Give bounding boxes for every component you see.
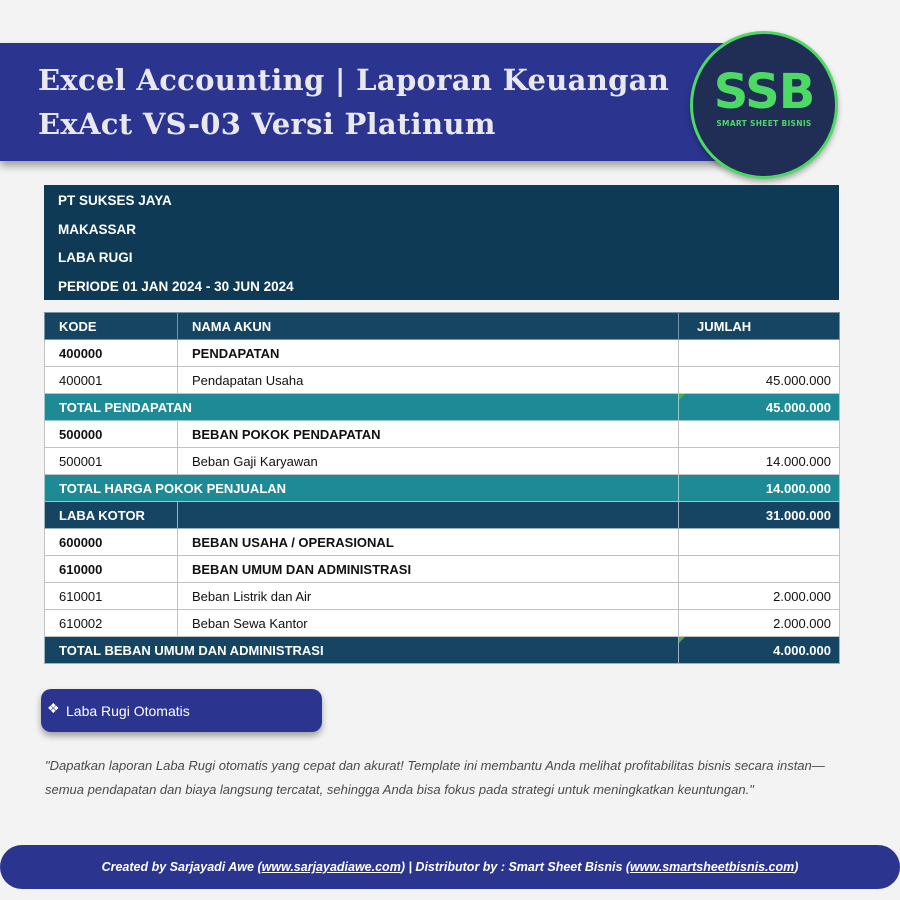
table-row[interactable] [45, 610, 840, 637]
account-name[interactable]: BEBAN USAHA / OPERASIONAL [178, 529, 679, 556]
total-label[interactable]: TOTAL HARGA POKOK PENJUALAN [45, 475, 679, 502]
total-amount[interactable]: 14.000.000 [679, 475, 840, 502]
table-header-row [45, 313, 840, 340]
total-label[interactable]: LABA KOTOR [45, 502, 178, 529]
description-quote [45, 754, 855, 802]
distributor-link[interactable]: www.smartsheetbisnis.com [630, 860, 795, 874]
report-period: PERIODE 01 JAN 2024 - 30 JUN 2024 [58, 279, 294, 294]
title-line-2: ExAct VS-03 Versi Platinum [38, 107, 496, 141]
table-row[interactable] [45, 421, 840, 448]
account-amount[interactable] [679, 340, 840, 367]
account-code[interactable]: 500000 [45, 421, 178, 448]
account-name[interactable]: Beban Sewa Kantor [178, 610, 679, 637]
logo-subtitle: SMART SHEET BISNIS [716, 119, 812, 128]
total-amount[interactable]: 45.000.000 [679, 394, 840, 421]
account-amount[interactable]: 45.000.000 [679, 367, 840, 394]
table-row[interactable] [45, 448, 840, 475]
table-row[interactable] [45, 556, 840, 583]
laba-kotor-row[interactable] [45, 502, 840, 529]
table-row[interactable] [45, 340, 840, 367]
total-hpp-row[interactable] [45, 475, 840, 502]
footer-suffix: ) [794, 860, 799, 874]
account-amount[interactable]: 2.000.000 [679, 610, 840, 637]
logo-text: SSB [713, 64, 815, 120]
footer-bar [0, 845, 900, 889]
footer-created-text: Created by Sarjayadi Awe ( [101, 860, 262, 874]
total-pendapatan-row[interactable] [45, 394, 840, 421]
account-name[interactable]: Pendapatan Usaha [178, 367, 679, 394]
report-title: LABA RUGI [58, 250, 133, 265]
account-name[interactable]: PENDAPATAN [178, 340, 679, 367]
account-amount[interactable] [679, 529, 840, 556]
account-code[interactable]: 600000 [45, 529, 178, 556]
account-code[interactable]: 400000 [45, 340, 178, 367]
table-row[interactable] [45, 367, 840, 394]
account-code[interactable]: 500001 [45, 448, 178, 475]
account-amount[interactable]: 14.000.000 [679, 448, 840, 475]
account-code[interactable]: 610001 [45, 583, 178, 610]
quote-line-2: semua pendapatan dan biaya langsung tercatat, sehingga Anda bisa fokus pada strategi untuk meningkatkan keuntungan." [45, 782, 754, 797]
table-row[interactable] [45, 583, 840, 610]
empty-cell[interactable] [178, 502, 679, 529]
account-code[interactable]: 610002 [45, 610, 178, 637]
income-statement-table [44, 312, 840, 664]
company-header [44, 185, 839, 300]
company-name: PT SUKSES JAYA [58, 193, 172, 208]
title-banner [0, 43, 740, 161]
account-name[interactable]: BEBAN UMUM DAN ADMINISTRASI [178, 556, 679, 583]
author-link[interactable]: www.sarjayadiawe.com [261, 860, 401, 874]
total-label[interactable]: TOTAL PENDAPATAN [45, 394, 679, 421]
total-amount[interactable]: 4.000.000 [679, 637, 840, 664]
quote-line-1: "Dapatkan laporan Laba Rugi otomatis yang cepat dan akurat! Template ini membantu Anda melihat profitabilitas bisnis secara instan— [45, 758, 825, 773]
account-code[interactable]: 610000 [45, 556, 178, 583]
account-amount[interactable] [679, 421, 840, 448]
account-name[interactable]: Beban Listrik dan Air [178, 583, 679, 610]
title-line-1: Excel Accounting | Laporan Keuangan [38, 63, 670, 97]
table-row[interactable] [45, 529, 840, 556]
total-amount[interactable]: 31.000.000 [679, 502, 840, 529]
ssb-logo [690, 31, 838, 179]
column-header-nama-akun: NAMA AKUN [178, 313, 679, 340]
account-code[interactable]: 400001 [45, 367, 178, 394]
company-city: MAKASSAR [58, 222, 137, 237]
diamond-bullet-icon: ❖ [47, 700, 60, 716]
column-header-kode: KODE [45, 313, 178, 340]
footer-distributor-text: ) | Distributor by : Smart Sheet Bisnis ( [400, 860, 631, 874]
account-name[interactable]: Beban Gaji Karyawan [178, 448, 679, 475]
account-amount[interactable] [679, 556, 840, 583]
account-amount[interactable]: 2.000.000 [679, 583, 840, 610]
column-header-jumlah: JUMLAH [679, 313, 840, 340]
total-beban-row[interactable] [45, 637, 840, 664]
feature-badge [41, 689, 322, 732]
feature-label: Laba Rugi Otomatis [66, 703, 190, 719]
account-name[interactable]: BEBAN POKOK PENDAPATAN [178, 421, 679, 448]
total-label[interactable]: TOTAL BEBAN UMUM DAN ADMINISTRASI [45, 637, 679, 664]
